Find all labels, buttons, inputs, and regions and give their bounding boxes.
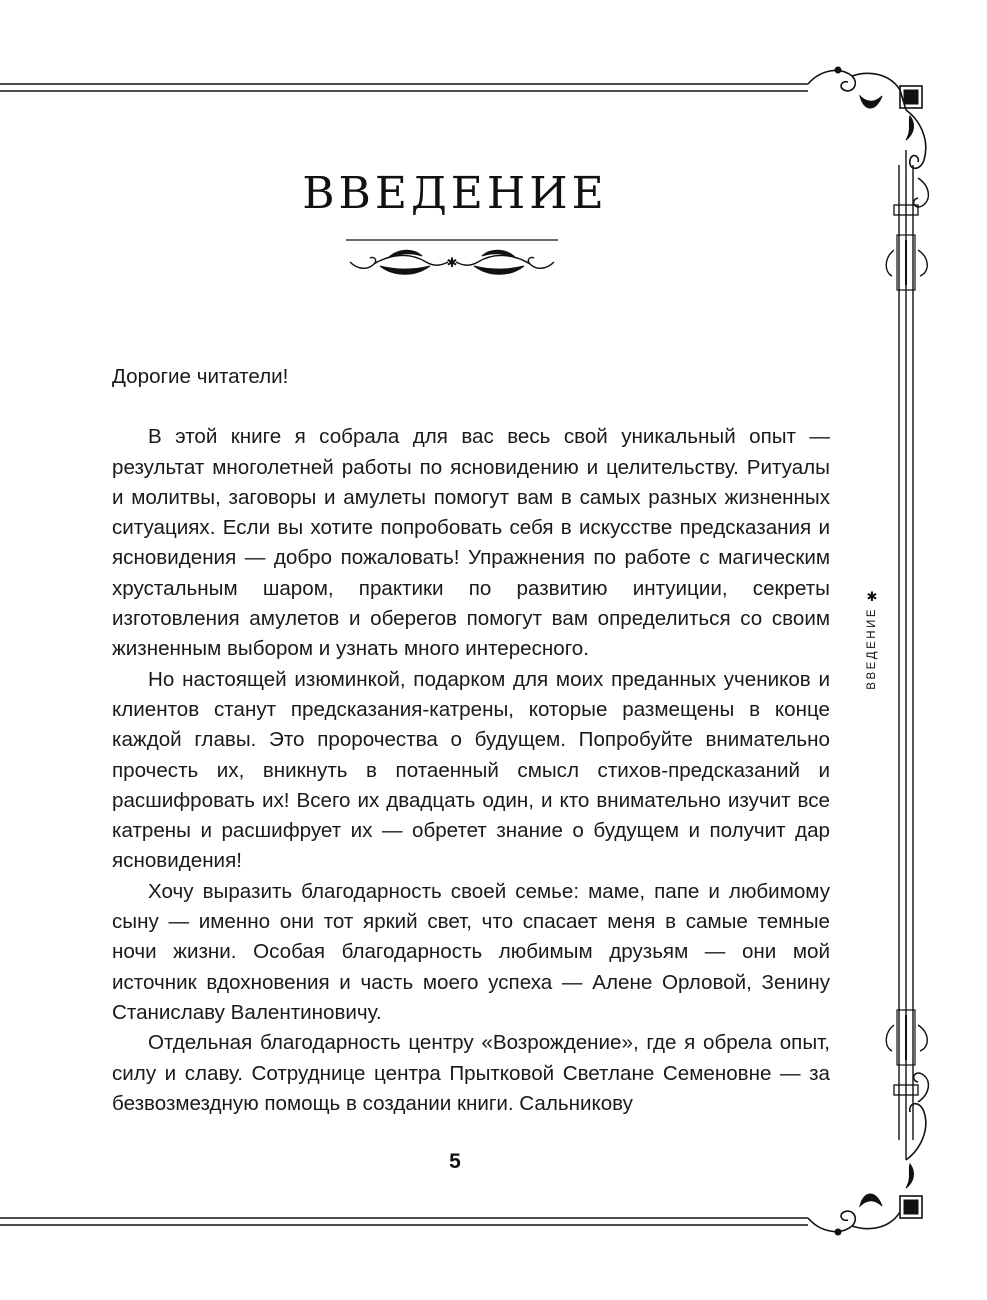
chapter-title: ВВЕДЕНИЕ (302, 168, 608, 219)
paragraph: Хочу выразить благодарность своей семье: маме, папе и любимому сыну — именно они тот яркий свет, что спасает меня в самые темные ночи жизни. Особая благодарность любимым друзьям — они мой источник вдохновения и часть моего успеха — Алене Орловой, Зенину Станиславу Валентиновичу. (112, 879, 830, 1024)
paragraph: Но настоящей изюминкой, подарком для моих преданных учеников и клиентов станут предсказания-катрены, которые размещены в конце каждой главы. Это пророчества о будущем. Попробуйте внимательно прочесть их, вникнуть в потаенный смысл стихов-предсказаний и расшифровать их! Всего их двадцать один, и кто внимательно изучит все катрены и расшифрует их — обретет знание о будущем и получит дар ясновидения! (112, 667, 830, 873)
greeting: Дорогие читатели! (112, 365, 289, 388)
intro-text (112, 362, 830, 1119)
flourish-divider-icon (340, 236, 564, 284)
svg-text:✱: ✱ (446, 256, 458, 271)
paragraph: Отдельная благодарность центру «Возрождение», где я обрела опыт, силу и славу. Сотруднице центра Прытковой Светлане Семеновне — за безвозмездную помощь в создании книги. Сальникову (112, 1031, 830, 1115)
running-head (854, 590, 890, 690)
paragraph: В этой книге я собрала для вас весь свой уникальный опыт — результат многолетней работы по ясновидению и целительству. Ритуалы и молитвы, заговоры и амулеты помогут вам в самых разных жизненных ситуациях. Если вы хотите попробовать себя в искусстве предсказания и ясновидения — добро пожаловать! Упражнения по работе с магическим хрустальным шаром, практики по развитию интуиции, секреты изготовления амулетов и оберегов помогут вам определиться со своим жизненным выбором и узнать много интересного. (112, 425, 830, 661)
page-number: 5 (449, 1150, 461, 1173)
star-icon: ✱ (866, 589, 878, 604)
running-head-text: ВВЕДЕНИЕ (866, 607, 878, 690)
